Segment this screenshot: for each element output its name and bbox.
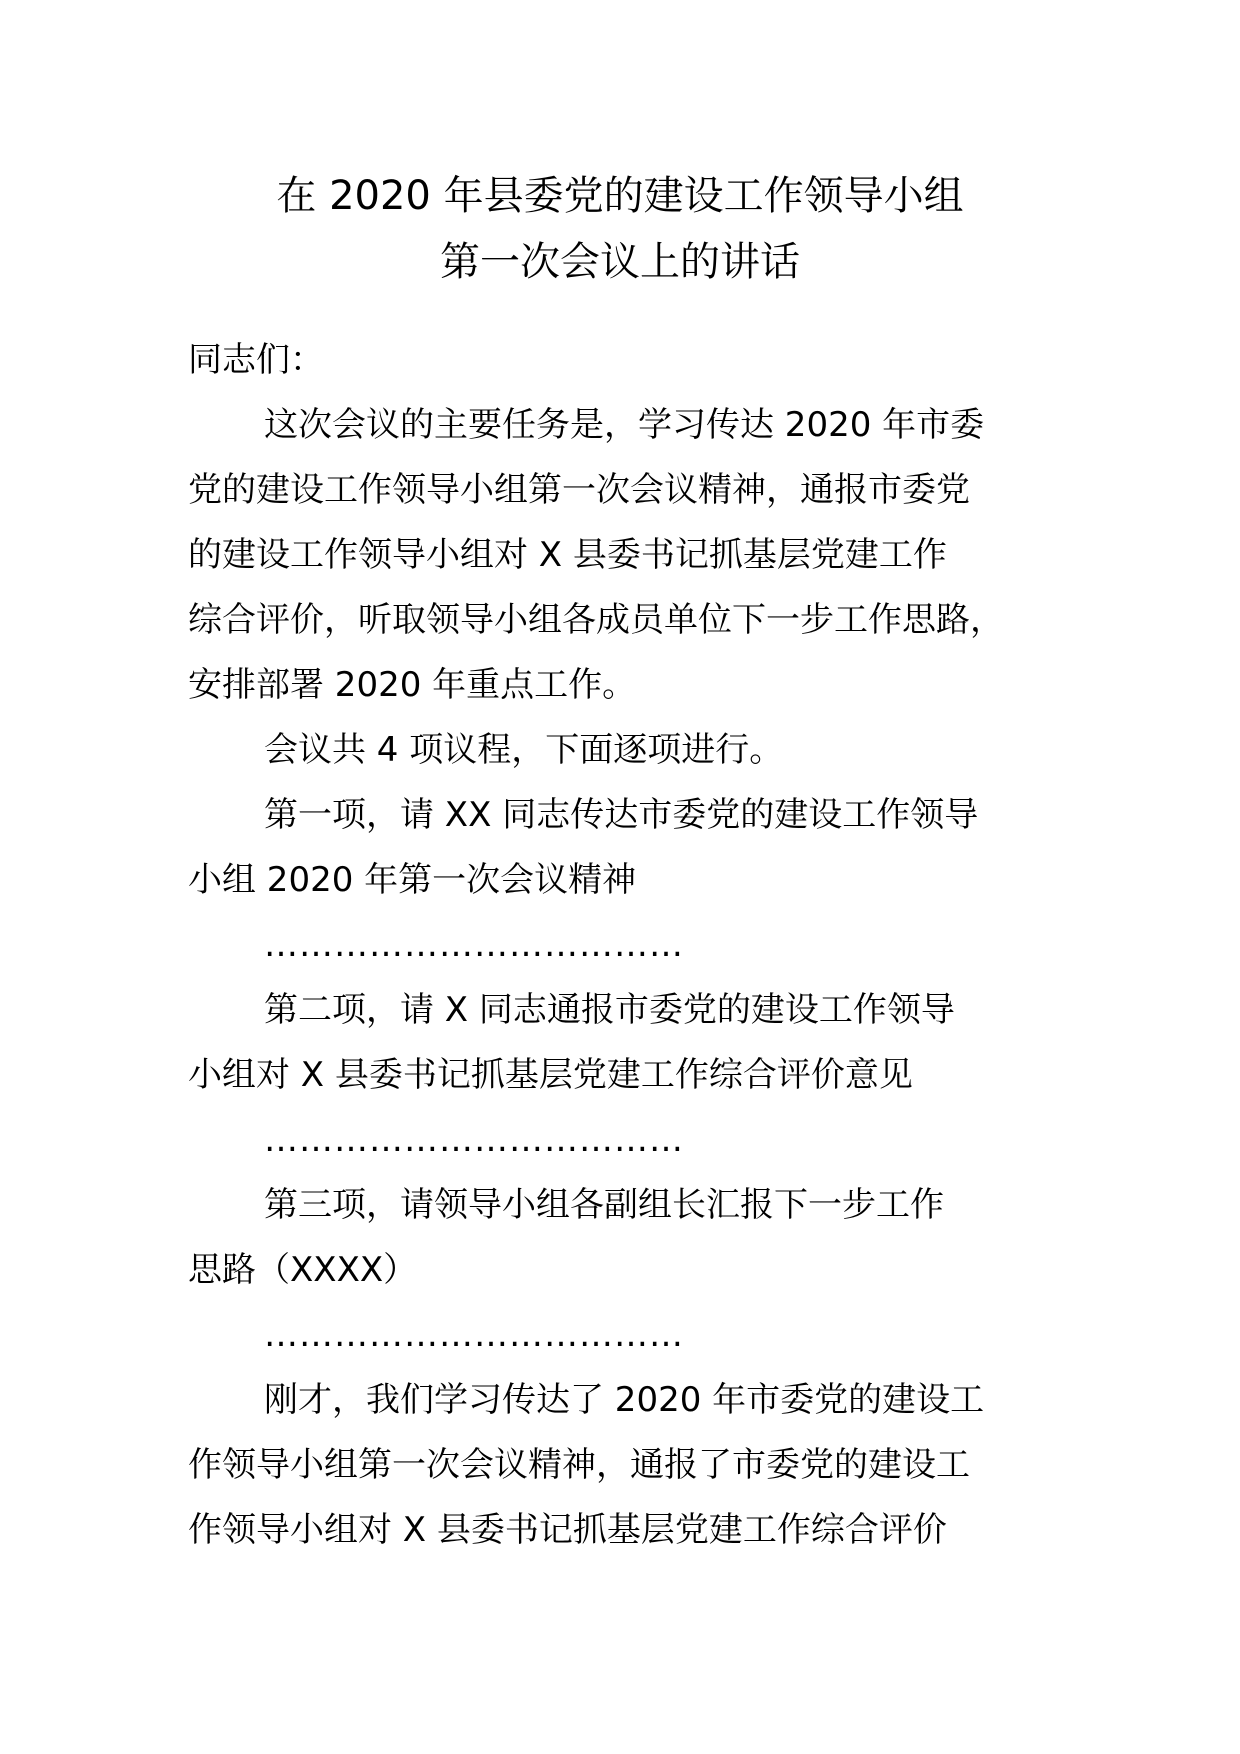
body-line: 党的建设工作领导小组第一次会议精神，通报市委党 (188, 470, 970, 510)
body-line: 作领导小组第一次会议精神，通报了市委党的建设工 (188, 1445, 970, 1485)
body-line: 思路（XXXX） (188, 1250, 418, 1290)
body-line: 第三项，请领导小组各副组长汇报下一步工作 (264, 1185, 944, 1225)
body-line: 作领导小组对 X 县委书记抓基层党建工作综合评价 (188, 1510, 947, 1550)
body-line: 的建设工作领导小组对 X 县委书记抓基层党建工作 (188, 535, 947, 575)
body-line: 第二项，请 X 同志通报市委党的建设工作领导 (264, 990, 955, 1030)
document-title-line-2: 第一次会议上的讲话 (440, 239, 800, 285)
body-line: 小组 2020 年第一次会议精神 (188, 860, 637, 900)
salutation: 同志们： (188, 340, 324, 380)
ellipsis-line: ……………………………… (264, 925, 684, 965)
ellipsis-line: ……………………………… (264, 1120, 684, 1160)
ellipsis-line: ……………………………… (264, 1315, 684, 1355)
body-line: 小组对 X 县委书记抓基层党建工作综合评价意见 (188, 1055, 913, 1095)
document-title-line-1: 在 2020 年县委党的建设工作领导小组 (276, 173, 964, 219)
body-line: 刚才，我们学习传达了 2020 年市委党的建设工 (264, 1380, 985, 1420)
body-line: 第一项，请 XX 同志传达市委党的建设工作领导 (264, 795, 979, 835)
body-line: 综合评价，听取领导小组各成员单位下一步工作思路， (188, 600, 1004, 640)
body-line: 会议共 4 项议程，下面逐项进行。 (264, 730, 784, 770)
body-line: 安排部署 2020 年重点工作。 (188, 665, 637, 705)
body-line: 这次会议的主要任务是，学习传达 2020 年市委 (264, 405, 985, 445)
